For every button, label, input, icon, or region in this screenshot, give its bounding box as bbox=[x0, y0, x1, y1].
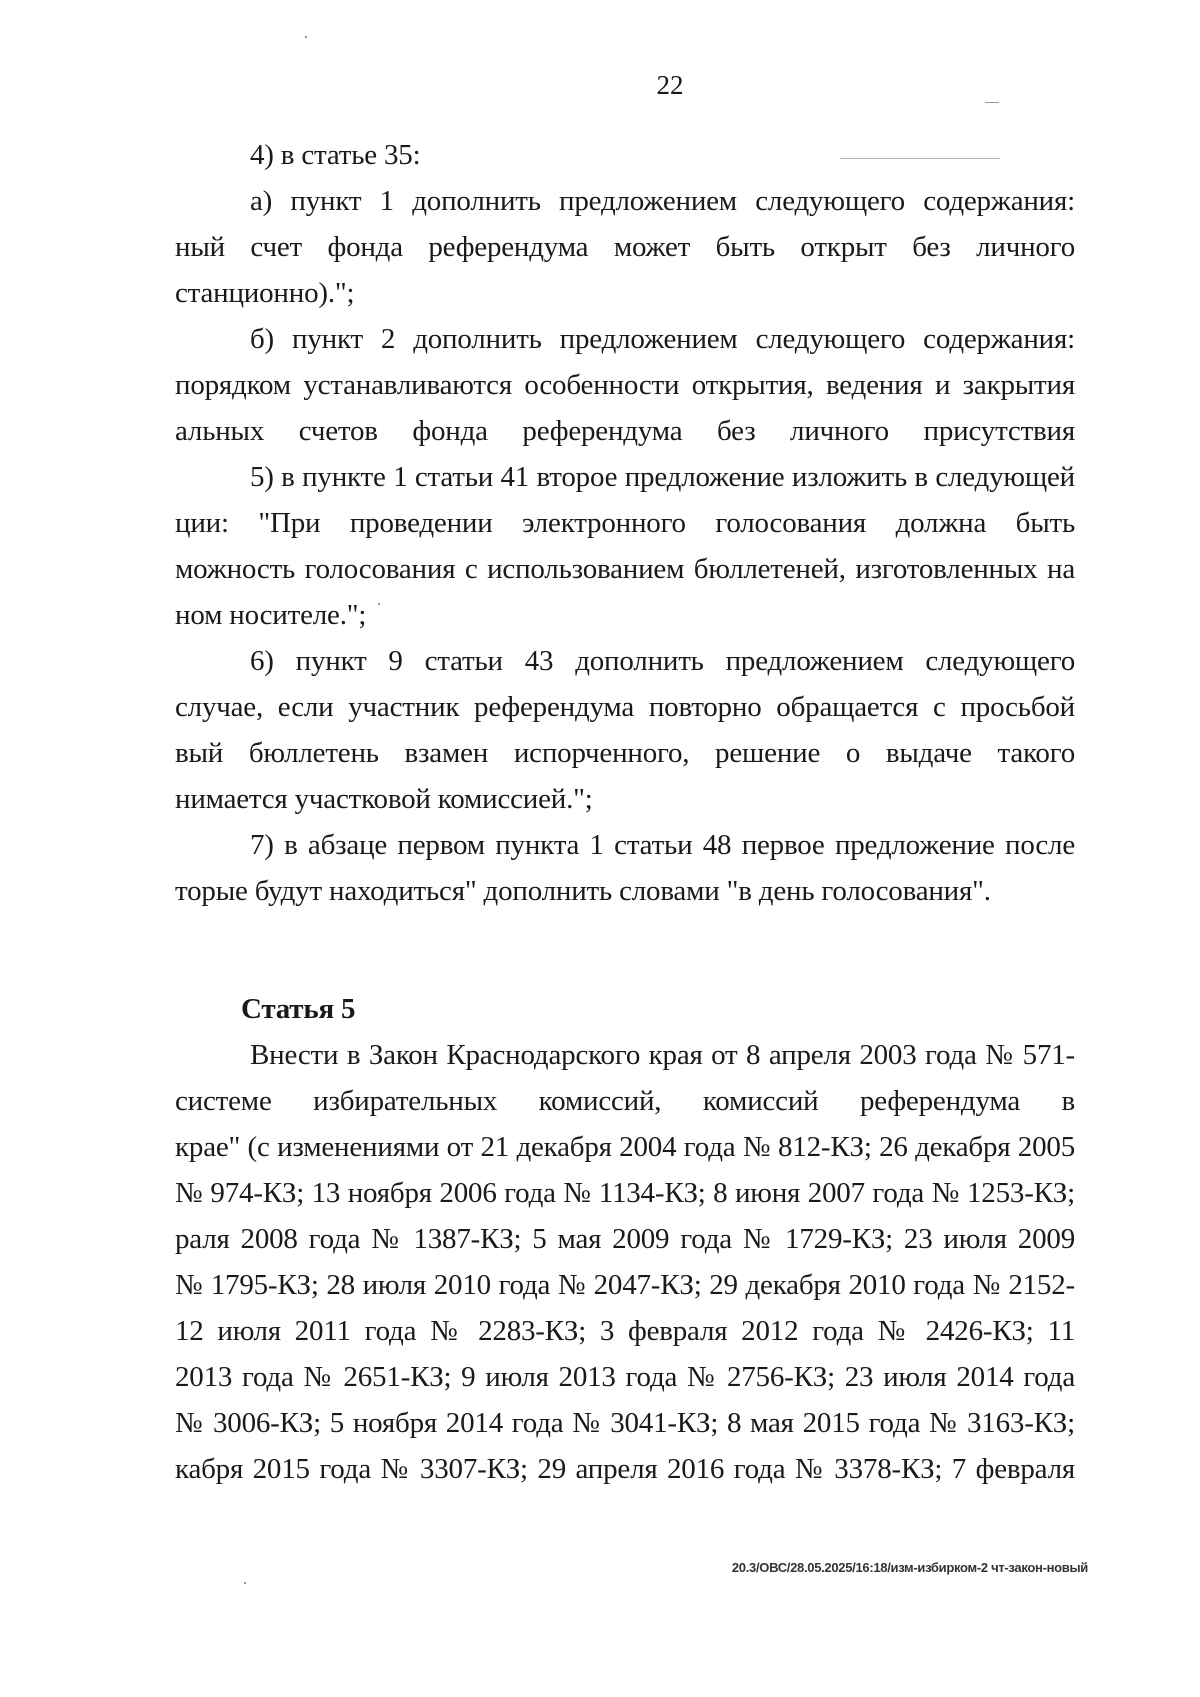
text-line: кабря 2015 года № 3307-КЗ; 29 апреля 2016 года № 3378-КЗ; 7 февраля bbox=[175, 1453, 1075, 1485]
text-line: вый бюллетень взамен испорченного, решение о выдаче такого bbox=[175, 737, 1075, 769]
text-line: 4) в статье 35: bbox=[250, 139, 421, 171]
text-line: 12 июля 2011 года № 2283-КЗ; 3 февраля 2012 года № 2426-КЗ; 11 bbox=[175, 1315, 1075, 1347]
scan-speck bbox=[305, 36, 307, 38]
text-line: 7) в абзаце первом пункта 1 статьи 48 первое предложение после bbox=[250, 829, 1075, 861]
text-line: № 1795-КЗ; 28 июля 2010 года № 2047-КЗ; 29 декабря 2010 года № 2152- bbox=[175, 1269, 1075, 1301]
text-line: ный счет фонда референдума может быть открыт без личного bbox=[175, 231, 1075, 263]
text-line: 5) в пункте 1 статьи 41 второе предложение изложить в следующей bbox=[250, 461, 1075, 493]
text-line: № 3006-КЗ; 5 ноября 2014 года № 3041-КЗ; 8 мая 2015 года № 3163-КЗ; bbox=[175, 1407, 1075, 1439]
text-line: 2013 года № 2651-КЗ; 9 июля 2013 года № 2756-КЗ; 23 июля 2014 года bbox=[175, 1361, 1075, 1393]
text-line: торые будут находиться" дополнить словами "в день голосования". bbox=[175, 875, 991, 907]
text-line: случае, если участник референдума повторно обращается с просьбой bbox=[175, 691, 1075, 723]
document-body bbox=[175, 132, 1075, 1492]
text-line: крае" (с изменениями от 21 декабря 2004 года № 812-КЗ; 26 декабря 2005 bbox=[175, 1131, 1075, 1163]
text-line: можность голосования с использованием бюллетеней, изготовленных на bbox=[175, 553, 1075, 585]
text-line: а) пункт 1 дополнить предложением следующего содержания: bbox=[250, 185, 1075, 217]
scan-speck bbox=[244, 1582, 246, 1584]
text-line: ции: "При проведении электронного голосования должна быть bbox=[175, 507, 1075, 539]
text-line: Внести в Закон Краснодарского края от 8 апреля 2003 года № 571- bbox=[250, 1039, 1075, 1071]
text-line: б) пункт 2 дополнить предложением следующего содержания: bbox=[250, 323, 1075, 355]
text-line: альных счетов фонда референдума без личного присутствия bbox=[175, 415, 1075, 447]
text-line: № 974-КЗ; 13 ноября 2006 года № 1134-КЗ; 8 июня 2007 года № 1253-КЗ; bbox=[175, 1177, 1075, 1209]
text-line: станционно)."; bbox=[175, 277, 355, 309]
document-footer-reference: 20.3/ОВС/28.05.2025/16:18/изм-избирком-2 чт-закон-новый bbox=[731, 1560, 1088, 1575]
text-line: порядком устанавливаются особенности открытия, ведения и закрытия bbox=[175, 369, 1075, 401]
scan-mark-top bbox=[985, 102, 999, 103]
text-line: 6) пункт 9 статьи 43 дополнить предложением следующего bbox=[250, 645, 1075, 677]
section-heading: Статья 5 bbox=[241, 993, 356, 1025]
text-line: раля 2008 года № 1387-КЗ; 5 мая 2009 года № 1729-КЗ; 23 июля 2009 bbox=[175, 1223, 1075, 1255]
text-line: системе избирательных комиссий, комиссий референдума в bbox=[175, 1085, 1075, 1117]
text-line: ном носителе."; bbox=[175, 599, 367, 631]
page-number: 22 bbox=[656, 70, 684, 100]
text-line: нимается участковой комиссией."; bbox=[175, 783, 593, 815]
